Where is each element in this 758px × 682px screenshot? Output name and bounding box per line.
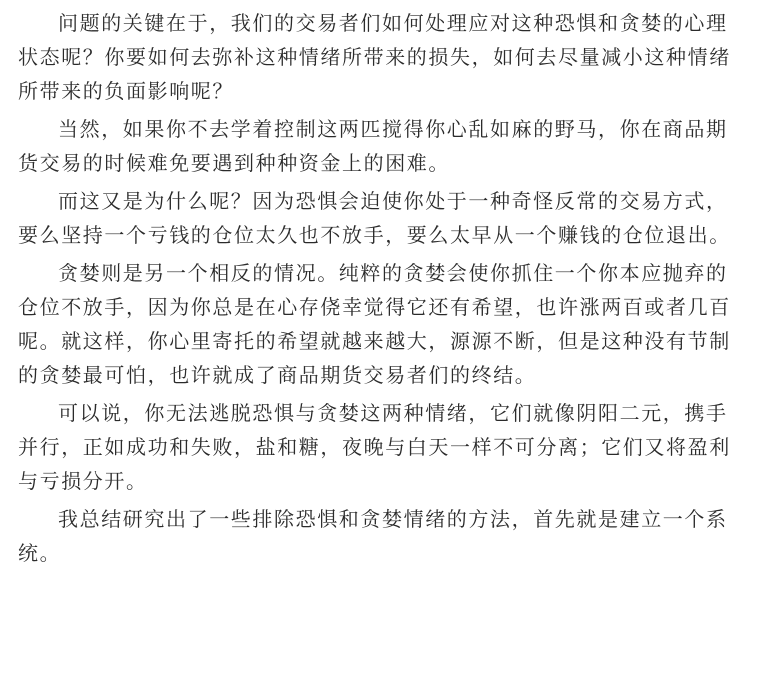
paragraph: 贪婪则是另一个相反的情况。纯粹的贪婪会使你抓住一个你本应抛弃的仓位不放手，因为你总是在心存侥幸觉得它还有希望，也许涨两百或者几百呢。就这样，你心里寄托的希望就越来越大，源源不断，但是这种没有节制的贪婪最可怕，也许就成了商品期货交易者们的终结。 (18, 261, 731, 387)
paragraph: 问题的关键在于，我们的交易者们如何处理应对这种恐惧和贪婪的心理状态呢？你要如何去弥补这种情绪所带来的损失，如何去尽量减小这种情绪所带来的负面影响呢？ (18, 11, 731, 103)
paragraph: 当然，如果你不去学着控制这两匹搅得你心乱如麻的野马，你在商品期货交易的时候难免要遇到种种资金上的困难。 (18, 117, 728, 175)
paragraph: 而这又是为什么呢？因为恐惧会迫使你处于一种奇怪反常的交易方式，要么坚持一个亏钱的仓位太久也不放手，要么太早从一个赚钱的仓位退出。 (18, 189, 731, 247)
paragraph: 可以说，你无法逃脱恐惧与贪婪这两种情绪，它们就像阴阳二元，携手并行，正如成功和失败，盐和糖，夜晚与白天一样不可分离；它们又将盈利与亏损分开。 (18, 401, 731, 493)
paragraph: 我总结研究出了一些排除恐惧和贪婪情绪的方法，首先就是建立一个系统。 (18, 507, 728, 565)
